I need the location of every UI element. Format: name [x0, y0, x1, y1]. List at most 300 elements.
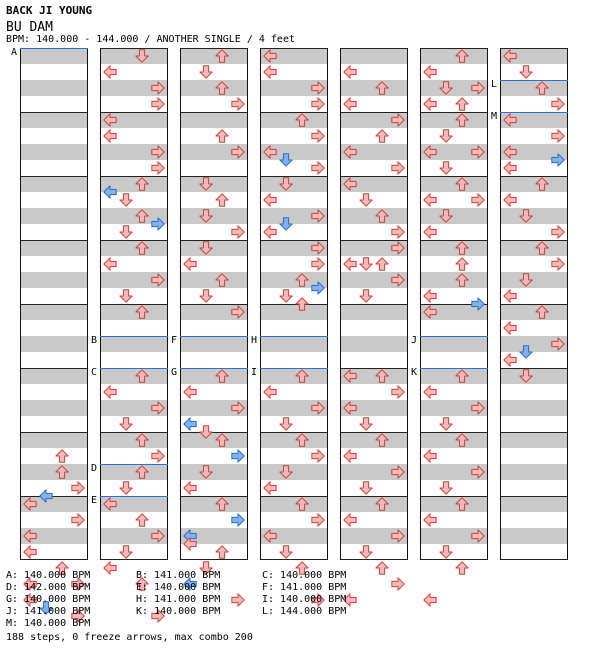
column-1 [20, 48, 88, 560]
stripe-band [180, 240, 248, 256]
arrow-right-icon [311, 281, 325, 295]
measure-line [420, 176, 488, 177]
arrow-right-icon [391, 273, 405, 287]
arrow-up-icon [375, 209, 389, 223]
bpm-change-line [100, 368, 168, 369]
arrow-up-icon [535, 81, 549, 95]
arrow-left-icon [423, 97, 437, 111]
column-border [407, 48, 408, 560]
arrow-right-icon [151, 161, 165, 175]
column-border [100, 48, 101, 560]
arrow-up-icon [215, 81, 229, 95]
arrow-left-icon [263, 481, 277, 495]
arrow-down-icon [519, 369, 533, 383]
arrow-left-icon [263, 193, 277, 207]
bpm-change-label: J [411, 335, 418, 346]
arrow-right-icon [311, 449, 325, 463]
stripe-band [180, 432, 248, 448]
arrow-left-icon [183, 417, 197, 431]
bpm-change-line [420, 368, 488, 369]
arrow-left-icon [103, 257, 117, 271]
arrow-right-icon [391, 385, 405, 399]
column-4 [260, 48, 328, 560]
arrow-up-icon [375, 433, 389, 447]
stripe-band [180, 48, 248, 64]
arrow-up-icon [135, 513, 149, 527]
arrow-left-icon [103, 129, 117, 143]
arrow-right-icon [151, 97, 165, 111]
bpm-legend-entry: H: 141.000 BPM [136, 594, 221, 605]
bpm-legend-entry: D: 142.000 BPM [6, 582, 91, 593]
arrow-down-icon [519, 209, 533, 223]
arrow-down-icon [199, 65, 213, 79]
arrow-down-icon [279, 153, 293, 167]
arrow-up-icon [215, 193, 229, 207]
arrow-down-icon [439, 161, 453, 175]
arrow-down-icon [119, 417, 133, 431]
arrow-up-icon [215, 273, 229, 287]
bpm-change-label: K [411, 367, 418, 378]
arrow-up-icon [455, 257, 469, 271]
arrow-down-icon [199, 289, 213, 303]
arrow-up-icon [535, 241, 549, 255]
stripe-band [260, 336, 328, 352]
measure-line [500, 176, 568, 177]
arrow-left-icon [343, 449, 357, 463]
arrow-left-icon [23, 529, 37, 543]
stripe-band [260, 176, 328, 192]
stripe-band [340, 336, 408, 352]
arrow-left-icon [183, 257, 197, 271]
arrow-left-icon [423, 289, 437, 303]
song-title: BACK JI YOUNG [6, 4, 93, 17]
arrow-right-icon [311, 161, 325, 175]
arrow-left-icon [183, 385, 197, 399]
measure-line [340, 304, 408, 305]
arrow-right-icon [311, 513, 325, 527]
bpm-legend-entry: C: 140.000 BPM [262, 570, 347, 581]
arrow-left-icon [423, 193, 437, 207]
arrow-right-icon [311, 401, 325, 415]
arrow-down-icon [279, 545, 293, 559]
stripe-band [500, 176, 568, 192]
measure-line [100, 240, 168, 241]
artist-name: BU DAM [6, 20, 53, 35]
stripe-band [500, 400, 568, 416]
arrow-left-icon [343, 65, 357, 79]
arrow-up-icon [455, 497, 469, 511]
arrow-left-icon [343, 145, 357, 159]
arrow-down-icon [199, 177, 213, 191]
measure-line [180, 48, 248, 49]
arrow-right-icon [551, 153, 565, 167]
arrow-right-icon [231, 97, 245, 111]
arrow-right-icon [231, 305, 245, 319]
measure-line [100, 559, 168, 560]
arrow-up-icon [215, 129, 229, 143]
arrow-down-icon [199, 241, 213, 255]
stripe-band [100, 304, 168, 320]
arrow-up-icon [55, 465, 69, 479]
arrow-down-icon [439, 417, 453, 431]
arrow-left-icon [503, 49, 517, 63]
column-border [87, 48, 88, 560]
bpm-change-label: B [91, 335, 98, 346]
stripe-band [420, 368, 488, 384]
arrow-right-icon [151, 449, 165, 463]
stripe-band [500, 80, 568, 96]
stripe-band [20, 112, 88, 128]
arrow-down-icon [519, 273, 533, 287]
arrow-up-icon [135, 241, 149, 255]
bpm-change-line [100, 464, 168, 465]
column-7 [500, 48, 568, 560]
arrow-up-icon [215, 433, 229, 447]
arrow-up-icon [455, 241, 469, 255]
measure-line [100, 176, 168, 177]
arrow-right-icon [391, 529, 405, 543]
arrow-up-icon [215, 49, 229, 63]
column-border [420, 48, 421, 560]
arrow-up-icon [215, 497, 229, 511]
arrow-down-icon [519, 65, 533, 79]
arrow-up-icon [295, 433, 309, 447]
arrow-down-icon [279, 465, 293, 479]
measure-line [180, 240, 248, 241]
bpm-change-label: M [491, 111, 498, 122]
stripe-band [180, 464, 248, 480]
stripe-band [100, 48, 168, 64]
column-border [20, 48, 21, 560]
arrow-down-icon [119, 289, 133, 303]
arrow-right-icon [471, 401, 485, 415]
stripe-band [340, 208, 408, 224]
arrow-up-icon [455, 273, 469, 287]
arrow-up-icon [455, 97, 469, 111]
column-border [340, 48, 341, 560]
arrow-down-icon [279, 289, 293, 303]
arrow-left-icon [503, 145, 517, 159]
stripe-band [420, 48, 488, 64]
arrow-up-icon [375, 561, 389, 575]
arrow-up-icon [375, 129, 389, 143]
bpm-legend-entry: L: 144.000 BPM [262, 606, 347, 617]
arrow-up-icon [455, 177, 469, 191]
arrow-left-icon [503, 193, 517, 207]
arrow-right-icon [311, 209, 325, 223]
arrow-left-icon [423, 513, 437, 527]
measure-line [340, 559, 408, 560]
measure-line [260, 176, 328, 177]
measure-line [20, 432, 88, 433]
arrow-left-icon [503, 321, 517, 335]
column-2 [100, 48, 168, 560]
stripe-band [20, 368, 88, 384]
arrow-left-icon [503, 353, 517, 367]
column-border [500, 48, 501, 560]
arrow-left-icon [343, 513, 357, 527]
arrow-right-icon [471, 529, 485, 543]
stripe-band [180, 368, 248, 384]
arrow-left-icon [423, 305, 437, 319]
arrow-up-icon [215, 545, 229, 559]
measure-line [420, 432, 488, 433]
arrow-left-icon [423, 145, 437, 159]
arrow-down-icon [439, 129, 453, 143]
measure-line [420, 559, 488, 560]
arrow-up-icon [135, 305, 149, 319]
measure-line [20, 368, 88, 369]
measure-line [500, 240, 568, 241]
measure-line [20, 176, 88, 177]
arrow-down-icon [199, 425, 213, 439]
stripe-band [500, 464, 568, 480]
column-border [327, 48, 328, 560]
arrow-down-icon [199, 209, 213, 223]
measure-line [180, 559, 248, 560]
stripe-band [500, 240, 568, 256]
arrow-up-icon [455, 113, 469, 127]
arrow-right-icon [151, 217, 165, 231]
arrow-up-icon [375, 81, 389, 95]
bpm-change-label: I [251, 367, 258, 378]
arrow-right-icon [151, 145, 165, 159]
stripe-band [100, 464, 168, 480]
stripe-band [20, 48, 88, 64]
arrow-right-icon [391, 241, 405, 255]
stripe-band [340, 304, 408, 320]
measure-line [420, 48, 488, 49]
arrow-down-icon [359, 481, 373, 495]
arrow-right-icon [231, 401, 245, 415]
stripe-band [340, 80, 408, 96]
measure-line [260, 559, 328, 560]
stripe-band [100, 368, 168, 384]
arrow-down-icon [119, 481, 133, 495]
stripe-band [500, 368, 568, 384]
arrow-left-icon [263, 529, 277, 543]
stripe-band [420, 176, 488, 192]
arrow-right-icon [151, 401, 165, 415]
arrow-left-icon [503, 289, 517, 303]
arrow-down-icon [439, 545, 453, 559]
arrow-up-icon [135, 177, 149, 191]
stripe-band [180, 176, 248, 192]
stripe-band [180, 208, 248, 224]
arrow-up-icon [215, 369, 229, 383]
column-border [487, 48, 488, 560]
arrow-right-icon [311, 241, 325, 255]
stripe-band [420, 240, 488, 256]
stripe-band [260, 304, 328, 320]
column-border [567, 48, 568, 560]
arrow-right-icon [71, 481, 85, 495]
arrow-up-icon [135, 369, 149, 383]
arrow-up-icon [375, 369, 389, 383]
arrow-left-icon [103, 185, 117, 199]
stripe-band [100, 240, 168, 256]
stripe-band [20, 432, 88, 448]
measure-line [500, 559, 568, 560]
arrow-right-icon [471, 297, 485, 311]
arrow-right-icon [231, 513, 245, 527]
arrow-right-icon [391, 113, 405, 127]
bpm-change-label: D [91, 463, 98, 474]
arrow-right-icon [471, 193, 485, 207]
arrow-right-icon [391, 225, 405, 239]
arrow-right-icon [471, 81, 485, 95]
measure-line [260, 432, 328, 433]
measure-line [500, 496, 568, 497]
stripe-band [500, 432, 568, 448]
bpm-change-label: G [171, 367, 178, 378]
stripe-band [20, 400, 88, 416]
stripe-band [260, 496, 328, 512]
arrow-up-icon [295, 297, 309, 311]
measure-line [340, 432, 408, 433]
arrow-left-icon [103, 497, 117, 511]
arrow-right-icon [551, 225, 565, 239]
stripe-band [20, 464, 88, 480]
arrow-up-icon [135, 433, 149, 447]
arrow-down-icon [279, 177, 293, 191]
measure-line [260, 112, 328, 113]
arrow-left-icon [263, 225, 277, 239]
column-border [167, 48, 168, 560]
arrow-right-icon [311, 129, 325, 143]
arrow-right-icon [551, 257, 565, 271]
arrow-right-icon [391, 161, 405, 175]
stripe-band [340, 432, 408, 448]
arrow-left-icon [343, 97, 357, 111]
bpm-legend-entry: E: 140.000 BPM [136, 582, 221, 593]
stripe-band [420, 112, 488, 128]
column-5 [340, 48, 408, 560]
stripe-band [100, 432, 168, 448]
stripe-band [420, 208, 488, 224]
stripe-band [420, 432, 488, 448]
arrow-right-icon [311, 97, 325, 111]
arrow-left-icon [263, 65, 277, 79]
arrow-up-icon [55, 449, 69, 463]
arrow-left-icon [343, 257, 357, 271]
arrow-left-icon [103, 561, 117, 575]
column-3 [180, 48, 248, 560]
measure-line [180, 496, 248, 497]
bpm-change-line [420, 336, 488, 337]
bpm-change-line [100, 336, 168, 337]
bpm-change-label: E [91, 495, 98, 506]
stripe-band [260, 368, 328, 384]
arrow-down-icon [359, 417, 373, 431]
column-border [180, 48, 181, 560]
arrow-right-icon [311, 81, 325, 95]
bpm-legend-entry: M: 140.000 BPM [6, 618, 91, 629]
measure-line [180, 176, 248, 177]
stripe-band [20, 144, 88, 160]
measure-line [340, 48, 408, 49]
arrow-up-icon [535, 177, 549, 191]
arrow-left-icon [23, 545, 37, 559]
arrow-down-icon [439, 209, 453, 223]
bpm-legend-entry: F: 141.000 BPM [262, 582, 347, 593]
measure-line [100, 48, 168, 49]
bpm-change-line [180, 368, 248, 369]
arrow-up-icon [295, 273, 309, 287]
bpm-legend-entry: I: 140.000 BPM [262, 594, 347, 605]
arrow-left-icon [263, 145, 277, 159]
bpm-change-label: F [171, 335, 178, 346]
arrow-down-icon [359, 289, 373, 303]
arrow-right-icon [231, 593, 245, 607]
measure-line [420, 496, 488, 497]
stripe-band [500, 208, 568, 224]
measure-line [100, 432, 168, 433]
stripe-band [500, 304, 568, 320]
stripe-band [420, 496, 488, 512]
arrow-right-icon [551, 97, 565, 111]
stripe-band [340, 496, 408, 512]
stripe-band [180, 336, 248, 352]
stripe-band [20, 272, 88, 288]
arrow-down-icon [279, 417, 293, 431]
arrow-right-icon [231, 225, 245, 239]
stripe-band [420, 336, 488, 352]
stripe-band [20, 336, 88, 352]
arrow-left-icon [423, 225, 437, 239]
measure-line [420, 112, 488, 113]
bpm-change-label: A [11, 47, 18, 58]
column-border [247, 48, 248, 560]
arrow-left-icon [103, 65, 117, 79]
bpm-change-label: H [251, 335, 258, 346]
column-border [260, 48, 261, 560]
bpm-change-line [500, 80, 568, 81]
arrow-down-icon [359, 257, 373, 271]
arrow-left-icon [183, 481, 197, 495]
arrow-right-icon [151, 529, 165, 543]
stripe-band [260, 432, 328, 448]
bpm-info: BPM: 140.000 - 144.000 / ANOTHER SINGLE / 4 feet [6, 34, 295, 45]
measure-line [180, 432, 248, 433]
arrow-up-icon [295, 113, 309, 127]
arrow-right-icon [71, 513, 85, 527]
measure-line [260, 304, 328, 305]
measure-line [20, 112, 88, 113]
arrow-left-icon [183, 537, 197, 551]
bpm-legend-entry: J: 141.000 BPM [6, 606, 91, 617]
arrow-left-icon [343, 401, 357, 415]
arrow-left-icon [103, 385, 117, 399]
arrow-left-icon [23, 497, 37, 511]
stripe-band [260, 464, 328, 480]
stripe-band [260, 112, 328, 128]
arrow-down-icon [135, 49, 149, 63]
arrow-left-icon [343, 177, 357, 191]
stripe-band [420, 272, 488, 288]
arrow-right-icon [391, 465, 405, 479]
measure-line [260, 496, 328, 497]
stripe-band [500, 496, 568, 512]
measure-line [20, 304, 88, 305]
measure-line [100, 304, 168, 305]
arrow-up-icon [135, 209, 149, 223]
measure-line [500, 304, 568, 305]
measure-line [20, 559, 88, 560]
arrow-up-icon [295, 369, 309, 383]
stripe-band [20, 176, 88, 192]
arrow-right-icon [471, 145, 485, 159]
